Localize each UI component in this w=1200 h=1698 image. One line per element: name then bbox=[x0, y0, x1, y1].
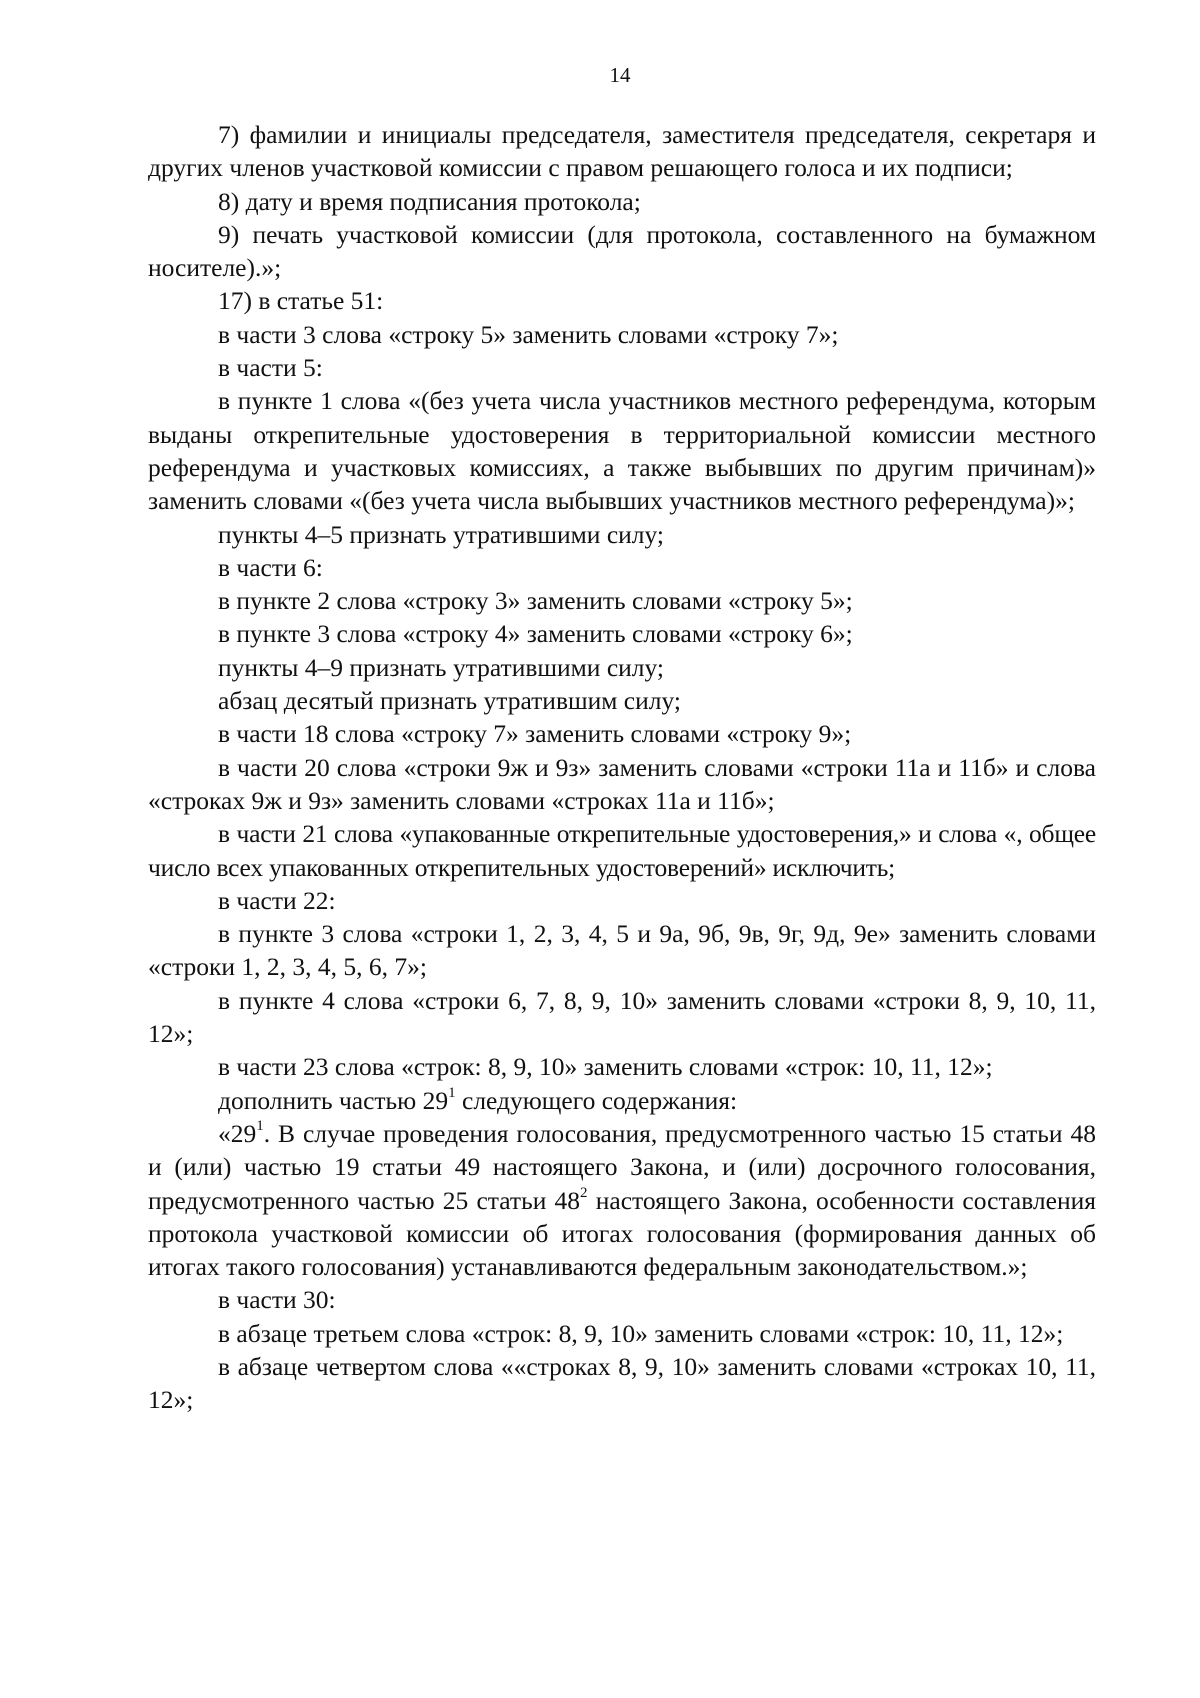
paragraph: в части 23 слова «строк: 8, 9, 10» заменить словами «строк: 10, 11, 12»; bbox=[218, 1052, 993, 1082]
addition-text: следующего содержания: bbox=[455, 1085, 738, 1115]
paragraph: в пункте 1 слова «(без учета числа участников местного референдума, которым выданы открепительные удостоверения в территориальной комиссии местного референдума и участковых комиссиях, а также выбывших по другим причинам)» заменить словами «(без учета числа выбывших участников местного референдума)»; bbox=[148, 386, 1096, 516]
paragraph: в части 18 слова «строку 7» заменить словами «строку 9»; bbox=[218, 719, 852, 749]
paragraph: пункты 4–5 признать утратившими силу; bbox=[218, 519, 665, 549]
paragraph: в части 5: bbox=[218, 353, 323, 383]
new-part-text: настоящего Закона, особенности составления протокола участковой комиссии об итогах голосования (формирования данных об итогах такого голосования) устанавливаются федеральным законодательством.»; bbox=[148, 1185, 1096, 1282]
paragraph: в пункте 2 слова «строку 3» заменить словами «строку 5»; bbox=[218, 586, 853, 616]
paragraph: пункты 4–9 признать утратившими силу; bbox=[218, 652, 665, 682]
superscript: 1 bbox=[256, 1118, 264, 1135]
paragraph: 17) в статье 51: bbox=[218, 286, 384, 316]
paragraph: в части 30: bbox=[218, 1285, 336, 1315]
new-part-text: «29 bbox=[218, 1118, 257, 1148]
paragraph: в пункте 3 слова «строку 4» заменить словами «строку 6»; bbox=[218, 619, 853, 649]
paragraph: в части 22: bbox=[218, 885, 336, 915]
addition-text: дополнить частью 29 bbox=[218, 1085, 449, 1115]
new-part-paragraph bbox=[148, 1117, 1096, 1283]
addition-paragraph bbox=[148, 1084, 1096, 1117]
paragraph: в части 20 слова «строки 9ж и 9з» заменить словами «строки 11а и 11б» и слова «строках 9ж и 9з» заменить словами «строках 11а и 11б»; bbox=[148, 752, 1096, 815]
paragraph: в части 21 слова «упакованные открепительные удостоверения,» и слова «, общее число всех упакованных открепительных удостоверений» исключить; bbox=[148, 819, 1096, 882]
paragraph: в абзаце третьем слова «строк: 8, 9, 10» заменить словами «строк: 10, 11, 12»; bbox=[218, 1318, 1064, 1348]
superscript: 2 bbox=[580, 1185, 588, 1201]
document-body bbox=[148, 118, 1096, 1417]
paragraph: в пункте 4 слова «строки 6, 7, 8, 9, 10» заменить словами «строки 8, 9, 10, 11, 12»; bbox=[148, 985, 1096, 1049]
page-number: 14 bbox=[609, 63, 631, 87]
new-part-text: . В случае проведения голосования, предусмотренного частью 15 статьи 48 и (или) частью 19 статьи 49 настоящего Закона, и (или) досрочного голосования, предусмотренного частью 25 статьи 48 bbox=[148, 1118, 1096, 1215]
paragraph: 8) дату и время подписания протокола; bbox=[218, 186, 641, 216]
superscript: 1 bbox=[448, 1085, 456, 1102]
paragraph: 9) печать участковой комиссии (для протокола, составленного на бумажном носителе).»; bbox=[148, 219, 1096, 283]
paragraph: в части 6: bbox=[218, 552, 323, 582]
paragraph: 7) фамилии и инициалы председателя, заместителя председателя, секретаря и других членов участковой комиссии с правом решающего голоса и их подписи; bbox=[148, 120, 1096, 183]
paragraph: в абзаце четвертом слова ««строках 8, 9, 10» заменить словами «строках 10, 11, 12»; bbox=[148, 1351, 1096, 1415]
paragraph: в пункте 3 слова «строки 1, 2, 3, 4, 5 и 9а, 9б, 9в, 9г, 9д, 9е» заменить словами «строки 1, 2, 3, 4, 5, 6, 7»; bbox=[148, 919, 1096, 982]
paragraph: в части 3 слова «строку 5» заменить словами «строку 7»; bbox=[218, 319, 839, 349]
paragraph: абзац десятый признать утратившим силу; bbox=[218, 686, 681, 716]
